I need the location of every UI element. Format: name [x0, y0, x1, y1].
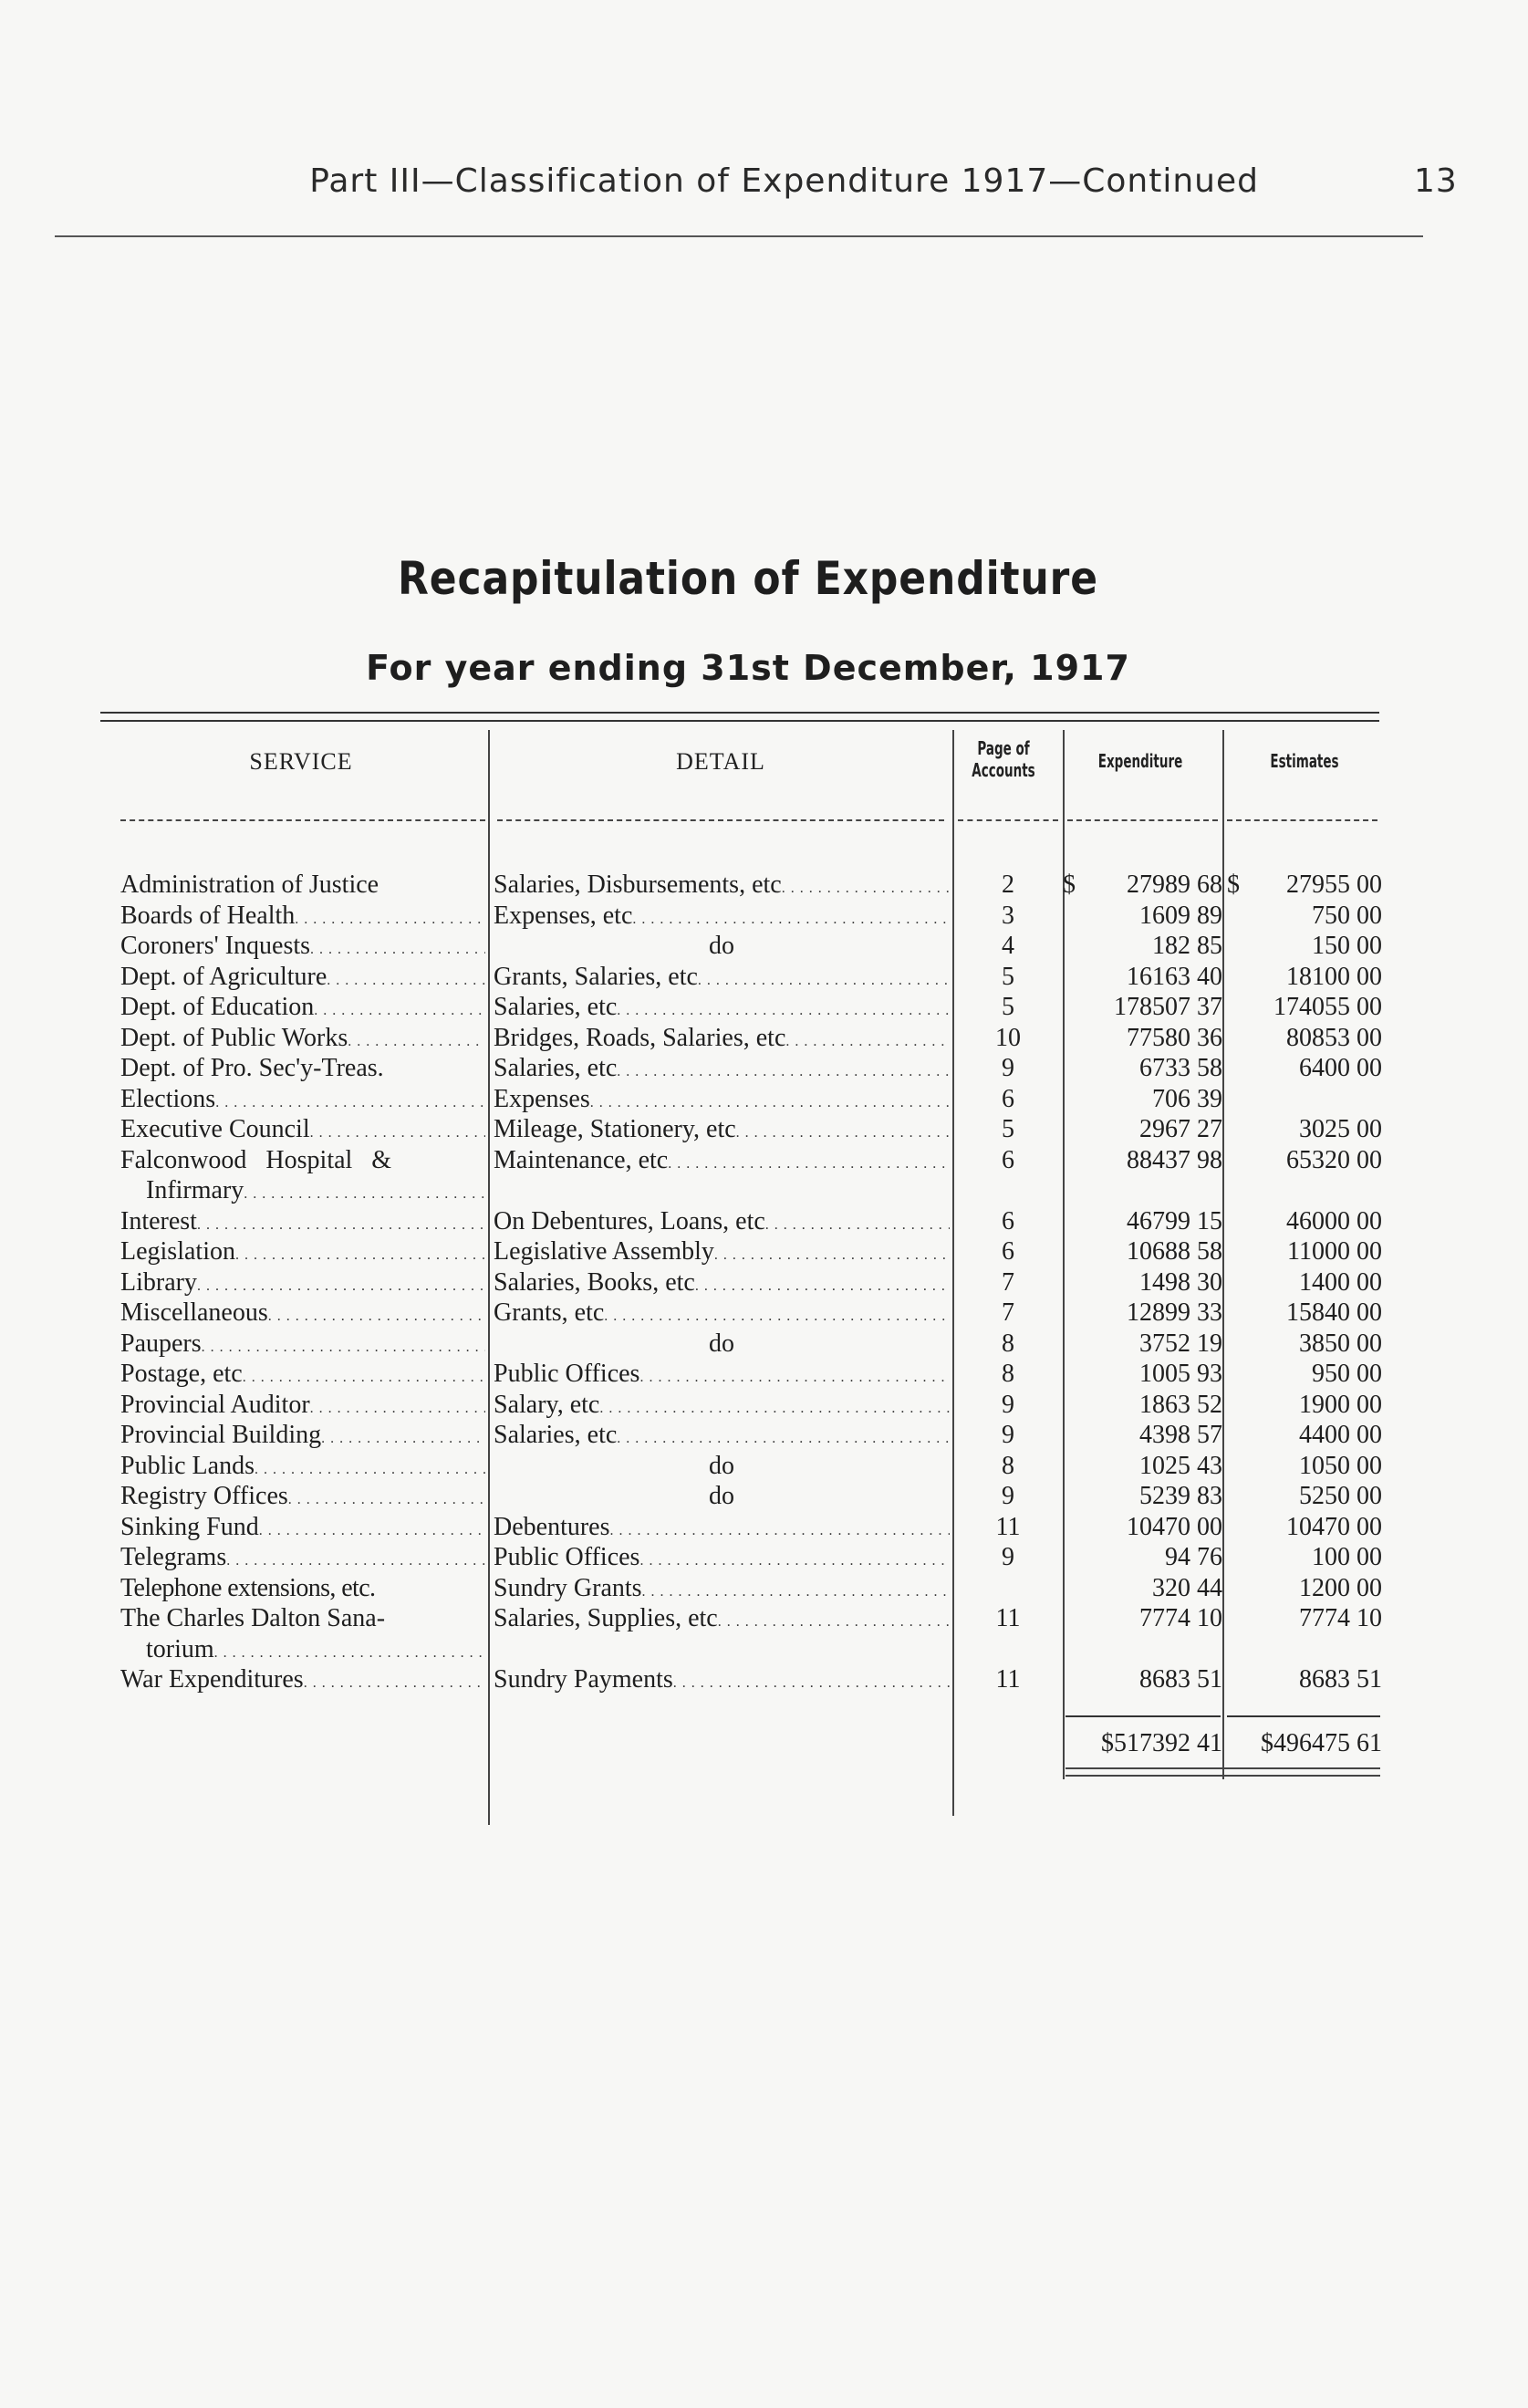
estimates-cell: 950 00	[1312, 1360, 1382, 1388]
estimates-cell: 100 00	[1312, 1543, 1382, 1571]
page-cell: 8	[1002, 1329, 1014, 1358]
table-top-rule	[100, 712, 1379, 722]
estimates-cell: 750 00	[1312, 901, 1382, 930]
service-cell-continued: torium	[146, 1634, 214, 1663]
service-cell: Legislation	[120, 1237, 235, 1266]
page-cell: 11	[995, 1665, 1021, 1694]
detail-cell: Debentures	[494, 1512, 610, 1541]
table-row	[0, 1236, 1528, 1267]
page-cell: 5	[1002, 1115, 1014, 1143]
expenditure-cell: 10470 00	[1127, 1512, 1222, 1541]
service-cell: Dept. of Agriculture	[120, 962, 327, 991]
service-cell: Library	[120, 1267, 197, 1297]
detail-cell: Maintenance, etc	[494, 1145, 669, 1174]
estimates-cell: 11000 00	[1287, 1237, 1382, 1266]
table-row	[0, 1573, 1528, 1604]
table-row	[0, 1053, 1528, 1084]
service-cell: Interest	[120, 1206, 197, 1235]
dollar-sign: $	[1227, 870, 1240, 899]
expenditure-cell: 178507 37	[1114, 993, 1222, 1021]
page-cell: 6	[1002, 1145, 1014, 1174]
table-row	[0, 1542, 1528, 1573]
estimates-cell: 8683 51	[1299, 1665, 1382, 1694]
estimates-cell: 5250 00	[1299, 1482, 1382, 1510]
service-cell: Provincial Building	[120, 1421, 322, 1449]
total-expenditure: $517392 41	[1101, 1729, 1222, 1757]
detail-cell: do	[709, 1451, 734, 1480]
detail-cell: Sundry Grants	[494, 1573, 642, 1602]
header-dash-rule	[497, 819, 944, 821]
expenditure-cell: 5239 83	[1139, 1482, 1222, 1510]
page-cell: 5	[1002, 993, 1014, 1021]
header-rule	[55, 235, 1423, 237]
header-dash-rule	[120, 819, 485, 821]
expenditure-table	[0, 870, 1528, 1695]
table-row	[0, 1481, 1528, 1512]
page-cell: 3	[1002, 901, 1014, 930]
page-cell: 8	[1002, 1360, 1014, 1388]
page-cell: 9	[1002, 1482, 1014, 1510]
detail-cell: Expenses	[494, 1084, 590, 1113]
table-row	[0, 931, 1528, 962]
estimates-cell: 1200 00	[1299, 1573, 1382, 1602]
service-cell: Provincial Auditor	[120, 1390, 310, 1419]
page-title: Recapitulation of Expenditure	[398, 552, 1098, 605]
service-cell: Elections	[120, 1084, 216, 1113]
page-cell: 9	[1002, 1543, 1014, 1571]
page-cell: 6	[1002, 1206, 1014, 1235]
table-row	[0, 1664, 1528, 1695]
expenditure-cell: 16163 40	[1127, 962, 1222, 991]
detail-cell: Salary, etc	[494, 1390, 600, 1419]
table-row	[0, 870, 1528, 901]
page-cell: 7	[1002, 1267, 1014, 1297]
header-expenditure: Expenditure	[1097, 750, 1183, 772]
page-cell: 4	[1002, 932, 1014, 960]
running-head-title: Part III—Classification of Expenditure 1917—Continued	[309, 162, 1259, 200]
total-estimates: $496475 61	[1261, 1729, 1382, 1757]
expenditure-cell: 88437 98	[1127, 1145, 1222, 1174]
detail-cell: Public Offices	[494, 1543, 640, 1571]
expenditure-cell: 4398 57	[1139, 1421, 1222, 1449]
detail-cell: Sundry Payments	[494, 1665, 673, 1694]
service-cell: Telegrams	[120, 1543, 227, 1571]
table-row	[0, 1603, 1528, 1664]
detail-cell: Legislative Assembly	[494, 1237, 714, 1266]
table-row	[0, 901, 1528, 932]
detail-cell: do	[709, 932, 734, 960]
detail-cell: Grants, Salaries, etc	[494, 962, 698, 991]
page-number: 13	[1414, 162, 1458, 200]
page-cell: 2	[1002, 870, 1014, 899]
service-cell: Executive Council	[120, 1115, 310, 1143]
detail-cell: Salaries, Supplies, etc	[494, 1604, 718, 1632]
detail-cell: do	[709, 1329, 734, 1358]
total-rule	[1065, 1715, 1221, 1717]
service-cell-continued: Infirmary	[146, 1176, 244, 1204]
service-cell: Dept. of Education	[120, 993, 315, 1021]
header-dash-rule	[1227, 819, 1377, 821]
table-row	[0, 1451, 1528, 1482]
table-row	[0, 1512, 1528, 1543]
table-row	[0, 992, 1528, 1023]
expenditure-cell: 12899 33	[1127, 1298, 1222, 1327]
expenditure-cell: 10688 58	[1127, 1237, 1222, 1266]
page-cell: 11	[995, 1604, 1021, 1632]
page-cell: 9	[1002, 1421, 1014, 1449]
detail-cell: Salaries, etc	[494, 1054, 618, 1082]
table-row	[0, 1084, 1528, 1115]
service-cell: Paupers	[120, 1329, 202, 1358]
detail-cell: Mileage, Stationery, etc	[494, 1115, 736, 1143]
service-cell: Miscellaneous	[120, 1298, 268, 1327]
expenditure-cell: 1498 30	[1139, 1267, 1222, 1297]
expenditure-cell: 320 44	[1152, 1573, 1222, 1602]
table-row	[0, 1390, 1528, 1421]
service-cell: Sinking Fund	[120, 1512, 259, 1541]
table-row	[0, 1145, 1528, 1206]
page-cell: 6	[1002, 1237, 1014, 1266]
detail-cell: do	[709, 1482, 734, 1510]
table-row	[0, 1298, 1528, 1329]
service-cell: Registry Offices	[120, 1482, 288, 1510]
estimates-cell: 1400 00	[1299, 1267, 1382, 1297]
header-detail: DETAIL	[676, 748, 765, 775]
expenditure-cell: 77580 36	[1127, 1023, 1222, 1052]
total-double-rule	[1065, 1767, 1380, 1777]
estimates-cell: 15840 00	[1286, 1298, 1382, 1327]
page-cell: 10	[995, 1023, 1021, 1052]
estimates-cell: 3850 00	[1299, 1329, 1382, 1358]
estimates-cell: 150 00	[1312, 932, 1382, 960]
estimates-cell: 10470 00	[1286, 1512, 1382, 1541]
detail-cell: Salaries, Books, etc	[494, 1267, 695, 1297]
table-row	[0, 1206, 1528, 1237]
estimates-cell: 1900 00	[1299, 1390, 1382, 1419]
estimates-cell: 6400 00	[1299, 1054, 1382, 1082]
estimates-cell: 1050 00	[1299, 1451, 1382, 1480]
table-row	[0, 1359, 1528, 1390]
service-cell: The Charles Dalton Sana-	[120, 1604, 386, 1632]
expenditure-cell: 1005 93	[1139, 1360, 1222, 1388]
service-cell: Boards of Health	[120, 901, 296, 930]
page-cell: 9	[1002, 1054, 1014, 1082]
estimates-cell: 80853 00	[1286, 1023, 1382, 1052]
header-dash-rule	[958, 819, 1058, 821]
detail-cell: Bridges, Roads, Salaries, etc	[494, 1023, 786, 1052]
expenditure-cell: 706 39	[1152, 1084, 1222, 1113]
expenditure-cell: 1863 52	[1139, 1390, 1222, 1419]
detail-cell: On Debentures, Loans, etc	[494, 1206, 765, 1235]
expenditure-cell: 8683 51	[1139, 1665, 1222, 1694]
estimates-cell: 3025 00	[1299, 1115, 1382, 1143]
detail-cell: Salaries, Disbursements, etc	[494, 870, 782, 899]
expenditure-cell: 94 76	[1165, 1543, 1222, 1571]
estimates-cell: 65320 00	[1286, 1145, 1382, 1174]
detail-cell: Salaries, etc	[494, 993, 618, 1021]
page-cell: 7	[1002, 1298, 1014, 1327]
expenditure-cell: 6733 58	[1139, 1054, 1222, 1082]
service-cell: Public Lands	[120, 1451, 255, 1480]
estimates-cell: 18100 00	[1286, 962, 1382, 991]
expenditure-cell: 182 85	[1152, 932, 1222, 960]
page-cell: 8	[1002, 1451, 1014, 1480]
total-rule	[1227, 1715, 1380, 1717]
dollar-sign: $	[1063, 870, 1076, 899]
page-cell: 9	[1002, 1390, 1014, 1419]
expenditure-cell: 1609 89	[1139, 901, 1222, 930]
estimates-cell: 174055 00	[1273, 993, 1382, 1021]
service-cell: War Expenditures	[120, 1665, 304, 1694]
estimates-cell: 4400 00	[1299, 1421, 1382, 1449]
detail-cell: Expenses, etc	[494, 901, 633, 930]
table-row	[0, 1023, 1528, 1054]
expenditure-cell: 7774 10	[1139, 1604, 1222, 1632]
estimates-cell: 46000 00	[1286, 1206, 1382, 1235]
estimates-cell: 7774 10	[1299, 1604, 1382, 1632]
table-row	[0, 1329, 1528, 1360]
service-cell: Postage, etc	[120, 1360, 243, 1388]
service-cell: Dept. of Pro. Sec'y-Treas.	[120, 1054, 384, 1082]
page-cell: 5	[1002, 962, 1014, 991]
header-dash-rule	[1067, 819, 1218, 821]
expenditure-cell: 46799 15	[1127, 1206, 1222, 1235]
expenditure-cell: 2967 27	[1139, 1115, 1222, 1143]
header-estimates: Estimates	[1270, 750, 1339, 772]
service-cell: Administration of Justice	[120, 870, 379, 899]
page-cell: 6	[1002, 1084, 1014, 1113]
estimates-cell: 27955 00	[1286, 870, 1382, 899]
header-service: SERVICE	[249, 748, 353, 775]
expenditure-cell: 27989 68	[1127, 870, 1222, 899]
service-cell: Coroners' Inquests	[120, 932, 311, 960]
table-row	[0, 1267, 1528, 1298]
service-cell: Telephone extensions, etc.	[120, 1573, 376, 1602]
table-row	[0, 962, 1528, 993]
detail-cell: Grants, etc	[494, 1298, 605, 1327]
detail-cell: Public Offices	[494, 1360, 640, 1388]
header-page-of-accounts: Page of Accounts	[972, 737, 1035, 781]
detail-cell: Salaries, etc	[494, 1421, 618, 1449]
expenditure-cell: 1025 43	[1139, 1451, 1222, 1480]
table-row	[0, 1420, 1528, 1451]
page-cell: 11	[995, 1512, 1021, 1541]
table-row	[0, 1114, 1528, 1145]
service-cell: Falconwood Hospital &	[120, 1145, 392, 1174]
expenditure-cell: 3752 19	[1139, 1329, 1222, 1358]
service-cell: Dept. of Public Works	[120, 1023, 348, 1052]
page-subtitle: For year ending 31st December, 1917	[366, 648, 1130, 688]
